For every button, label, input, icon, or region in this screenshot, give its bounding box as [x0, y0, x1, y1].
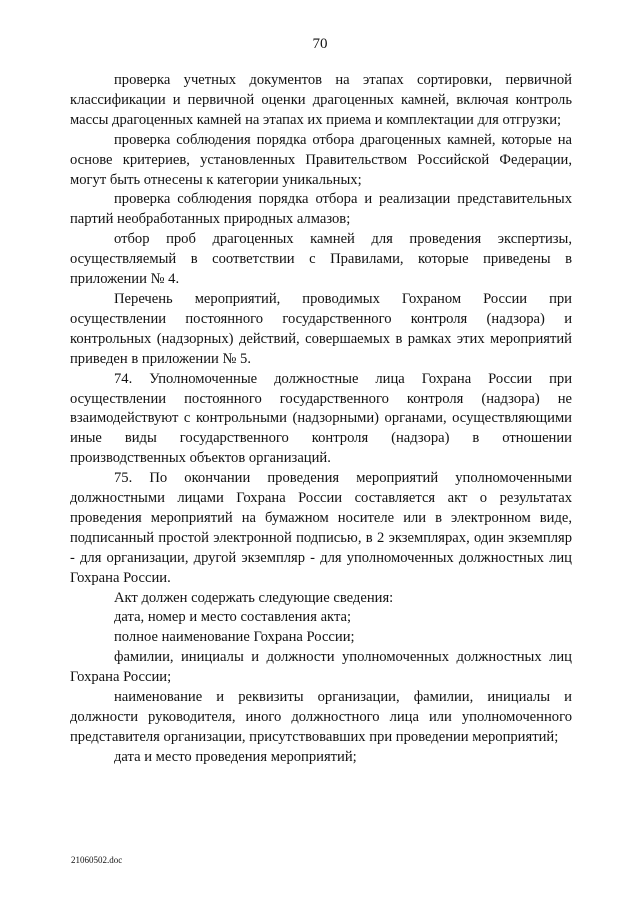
paragraph-7: 75. По окончании проведения мероприятий уполномоченными должностными лицами Гохрана России составляется акт о результатах проведения мероприятий на бумажном носителе или в электронном виде, подписанный простой электронной подписью, в 2 экземплярах, один экземпляр - для организации, другой экземпляр - для уполномоченных должностных лиц Гохрана России. [70, 470, 572, 586]
paragraph-8: Акт должен содержать следующие сведения: [114, 589, 394, 606]
paragraph-3: проверка соблюдения порядка отбора и реализации представительных партий необработанных природных алмазов; [70, 191, 572, 228]
paragraph-12: наименование и реквизиты организации, фамилии, инициалы и должности руководителя, иного должностного лица или уполномоченного представителя организации, присутствовавших при проведении мероприятий; [70, 689, 572, 745]
paragraph-9: дата, номер и место составления акта; [114, 609, 352, 626]
footer-file-code: 21060502.doc [71, 855, 123, 865]
page-number: 70 [312, 36, 328, 52]
document-body [70, 71, 572, 768]
paragraph-11: фамилии, инициалы и должности уполномоченных должностных лиц Гохрана России; [70, 649, 572, 686]
paragraph-2: проверка соблюдения порядка отбора драгоценных камней, которые на основе критериев, установленных Правительством Российской Федерации, могут быть отнесены к категории уникальных; [70, 131, 572, 188]
paragraph-5: Перечень мероприятий, проводимых Гохраном России при осуществлении постоянного государственного контроля (надзора) и контрольных (надзорных) действий, совершаемых в рамках этих мероприятий приведен в приложении № 5. [70, 290, 572, 367]
paragraph-6: 74. Уполномоченные должностные лица Гохрана России при осуществлении постоянного государственного контроля (надзора) не взаимодействуют с контрольными (надзорными) органами, осуществляющими иные виды государственного контроля (надзора) в отношении производственных объектов организаций. [70, 370, 572, 467]
paragraph-13: дата и место проведения мероприятий; [114, 748, 357, 765]
paragraph-4: отбор проб драгоценных камней для проведения экспертизы, осуществляемый в соответствии с Правилами, которые приведены в приложении № 4. [70, 231, 572, 288]
paragraph-10: полное наименование Гохрана России; [114, 629, 355, 646]
paragraph-1: проверка учетных документов на этапах сортировки, первичной классификации и первичной оценки драгоценных камней, включая контроль массы драгоценных камней на этапах их приема и комплектации для отгрузки; [70, 72, 572, 128]
